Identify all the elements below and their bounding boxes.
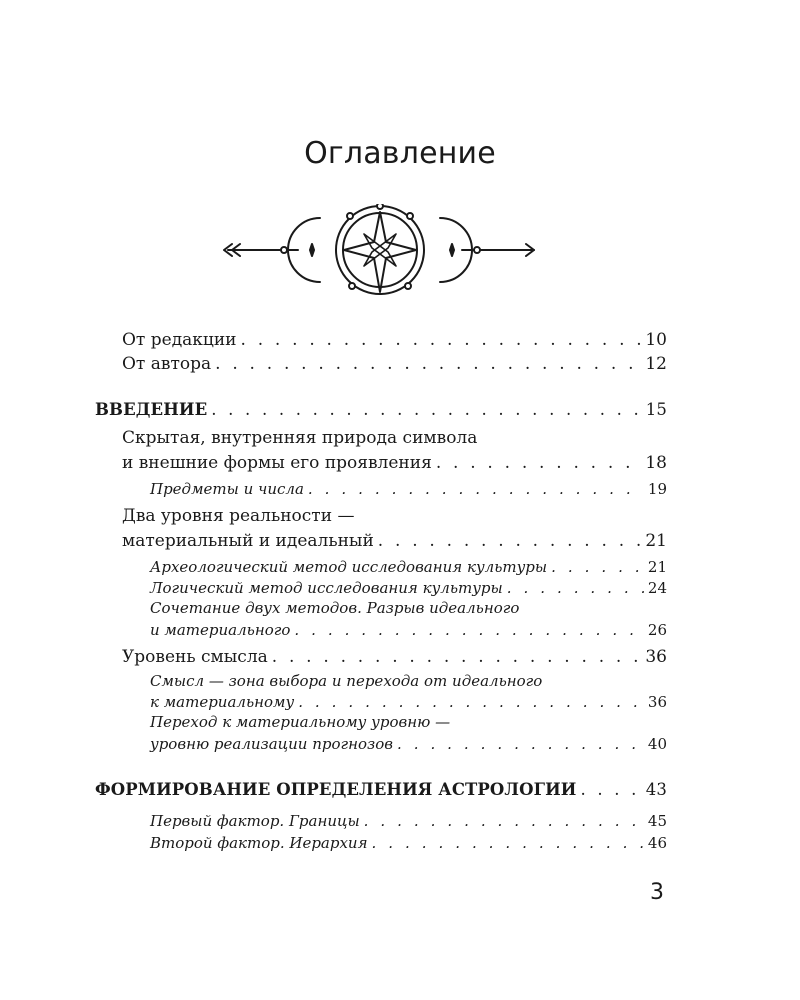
- toc-subentry-title-line1: Переход к материальному уровню —: [150, 713, 451, 731]
- toc-entry[interactable]: [122, 453, 667, 473]
- dot-leader: [364, 812, 644, 830]
- dot-leader: [378, 531, 642, 551]
- toc-page-number: 15: [645, 400, 667, 419]
- toc-subentry-title-line1: Сочетание двух методов. Разрыв идеального: [150, 599, 520, 617]
- toc-subentry[interactable]: [150, 621, 667, 639]
- toc-entry-title: От редакции: [122, 330, 237, 350]
- toc-page-number: 19: [647, 480, 667, 498]
- toc-entry[interactable]: [122, 330, 667, 350]
- toc-page-number: 24: [647, 579, 667, 597]
- toc-page-number: 26: [647, 621, 667, 639]
- toc-subentry-title-line2: уровню реализации прогнозов: [150, 735, 393, 753]
- toc-entry-title: Уровень смысла: [122, 647, 268, 667]
- dot-leader: [211, 400, 642, 419]
- toc-section-title: ВВЕДЕНИЕ: [95, 400, 208, 419]
- toc-page-number: 46: [647, 834, 667, 852]
- dot-leader: [272, 647, 642, 667]
- toc-subentry-title: Второй фактор. Иерархия: [150, 834, 368, 852]
- dot-leader: [436, 453, 642, 473]
- toc-subentry-title-line2: к материальному: [150, 693, 295, 711]
- toc-entry[interactable]: [122, 531, 667, 551]
- toc-entry-title-line1: Скрытая, внутренняя природа символа: [122, 428, 478, 448]
- dot-leader: [294, 621, 644, 639]
- toc-subentry-title: Археологический метод исследования культуры: [150, 558, 548, 576]
- toc-page-number: 10: [645, 330, 667, 350]
- toc-page-number: 18: [645, 453, 667, 473]
- toc-subentry[interactable]: [150, 693, 667, 711]
- celestial-compass-icon: [220, 204, 540, 300]
- toc-page-number: 21: [647, 558, 667, 576]
- toc-entry-title: От автора: [122, 354, 212, 374]
- toc-subentry[interactable]: [150, 735, 667, 753]
- dot-leader: [551, 558, 644, 576]
- toc-page-number: 43: [645, 780, 667, 799]
- toc-section[interactable]: [95, 400, 667, 419]
- toc-entry[interactable]: [122, 647, 667, 667]
- page-number: 3: [650, 880, 664, 905]
- dot-leader: [215, 354, 641, 374]
- toc-subentry[interactable]: [150, 812, 667, 830]
- toc-page-number: 36: [645, 647, 667, 667]
- toc-page-number: 36: [647, 693, 667, 711]
- dot-leader: [580, 780, 641, 799]
- dot-leader: [298, 693, 644, 711]
- toc-page-number: 45: [647, 812, 667, 830]
- toc-entry-title-line2: материальный и идеальный: [122, 531, 374, 551]
- toc-subentry[interactable]: [150, 579, 667, 597]
- toc-subentry[interactable]: [150, 558, 667, 576]
- toc-subentry-title: Первый фактор. Границы: [150, 812, 360, 830]
- page-title: Оглавление: [304, 136, 496, 171]
- toc-subentry-title-line1: Смысл — зона выбора и перехода от идеального: [150, 672, 543, 690]
- dot-leader: [241, 330, 642, 350]
- toc-page-number: 40: [647, 735, 667, 753]
- toc-entry-title-line2: и внешние формы его проявления: [122, 453, 432, 473]
- dot-leader: [308, 480, 644, 498]
- toc-subentry[interactable]: [150, 834, 667, 852]
- toc-page-number: 21: [645, 531, 667, 551]
- toc-entry-title-line1: Два уровня реальности —: [122, 506, 355, 526]
- toc-subentry-title: Предметы и числа: [150, 480, 304, 498]
- toc-section-title: ФОРМИРОВАНИЕ ОПРЕДЕЛЕНИЯ АСТРОЛОГИИ: [95, 780, 577, 799]
- toc-section[interactable]: [95, 780, 667, 799]
- toc-subentry-title: Логический метод исследования культуры: [150, 579, 503, 597]
- toc-page-number: 12: [645, 354, 667, 374]
- dot-leader: [372, 834, 644, 852]
- toc-subentry[interactable]: [150, 480, 667, 498]
- toc-entry[interactable]: [122, 354, 667, 374]
- toc-subentry-title-line2: и материального: [150, 621, 291, 639]
- dot-leader: [397, 735, 644, 753]
- dot-leader: [507, 579, 644, 597]
